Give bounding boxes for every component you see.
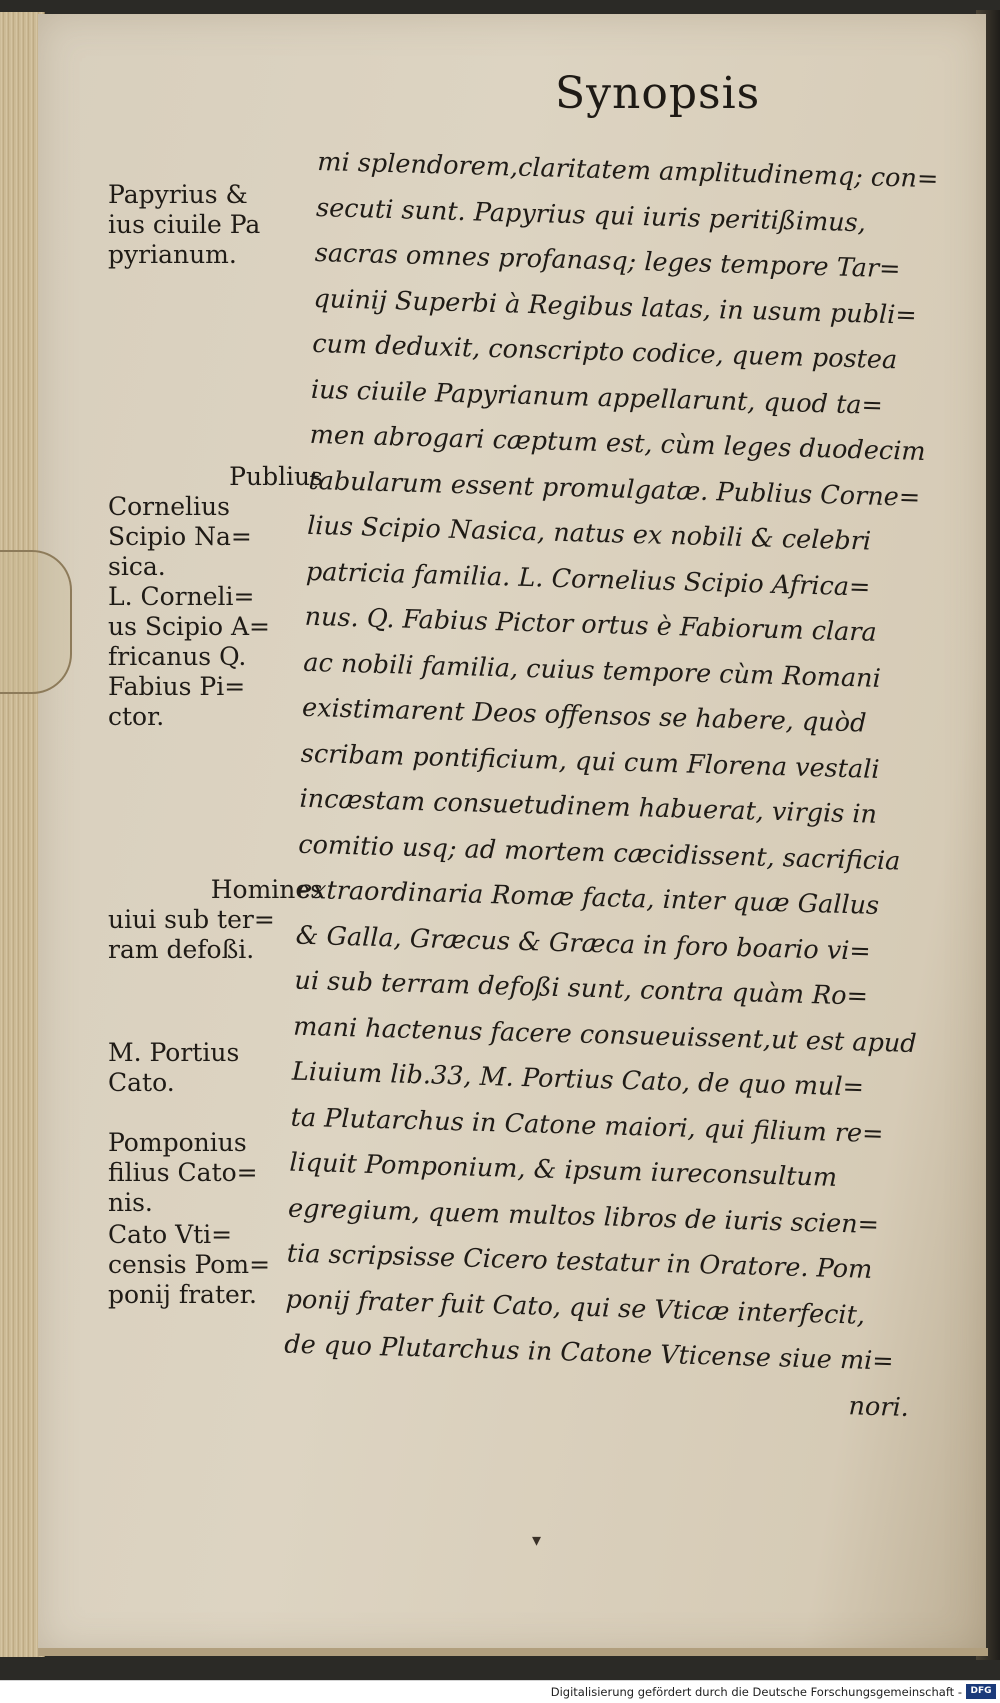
margin-note-line: Publius [229, 462, 323, 491]
margin-note-line: uiui sub ter= [108, 905, 275, 934]
margin-note-line: Papyrius & [108, 180, 248, 209]
text-line: ius ciuile Papyrianum appellarunt, quod ta= [310, 374, 884, 421]
text-line: Liuium lib.33, M. Portius Cato, de quo mul= [291, 1056, 865, 1103]
margin-note-line: Fabius Pi= [108, 672, 246, 701]
text-line: comitio usq; ad mortem cæcidissent, sacrificia [297, 829, 901, 877]
text-line: patricia familia. L. Cornelius Scipio Africa= [305, 556, 871, 603]
digitization-footer [0, 1680, 1000, 1703]
margin-note-line: Homines [210, 875, 323, 904]
margin-note-cato [108, 1220, 323, 1310]
margin-note-line: Cato. [108, 1068, 175, 1097]
footer-credit: Digitalisierung gefördert durch die Deutsche Forschungsgemeinschaft - [550, 1685, 962, 1699]
running-header: Synopsis [555, 68, 761, 119]
margin-note-line: Scipio Na= [108, 522, 252, 551]
text-line: tabularum essent promulgatæ. Publius Corne= [308, 465, 921, 513]
margin-note-homines [108, 875, 323, 965]
margin-note-line: M. Portius [108, 1038, 240, 1067]
margin-note-line: Cato Vti= [108, 1220, 233, 1249]
margin-note-line: Pomponius [108, 1128, 247, 1157]
main-text-column [282, 140, 957, 1431]
margin-note-line: ius ciuile Pa [108, 210, 261, 239]
margin-note-publius [108, 462, 323, 732]
text-line: ponij frater fuit Cato, qui se Vticæ interfecit, [285, 1284, 866, 1331]
margin-note-portius [108, 1038, 323, 1098]
page-clip [0, 550, 72, 694]
margin-note-line: ponij frater. [108, 1280, 257, 1309]
margin-note-papyrius [108, 180, 323, 270]
text-line: scribam pontificium, qui cum Florena vestali [300, 738, 880, 785]
text-line: ta Plutarchus in Catone maiori, qui filium re= [290, 1102, 884, 1149]
margin-note-line: nis. [108, 1188, 153, 1217]
text-line: mani hactenus facere consueuissent,ut est apud [292, 1011, 918, 1059]
text-line: nus. Q. Fabius Pictor ortus è Fabiorum clara [304, 601, 878, 648]
text-line: existimarent Deos offensos se habere, quòd [301, 692, 867, 739]
text-line: ac nobili familia, cuius tempore cùm Romani [302, 647, 882, 694]
margin-note-line: L. Corneli= [108, 582, 255, 611]
text-line: lius Scipio Nasica, natus ex nobili & celebri [306, 510, 872, 557]
text-line: quinij Superbi à Regibus latas, in usum publi= [313, 283, 918, 331]
text-line: & Galla, Græcus & Græca in foro boario vi= [295, 920, 872, 967]
text-line: sacras omnes profanasq; leges tempore Tar= [314, 237, 901, 285]
dfg-logo: DFG [966, 1684, 996, 1699]
margin-note-line: us Scipio A= [108, 612, 270, 641]
text-line-final: nori. [848, 1390, 910, 1423]
margin-note-line: sica. [108, 552, 166, 581]
text-line: tia scripsisse Cicero testatur in Oratore. Pom [286, 1238, 873, 1285]
margin-note-pomponius [108, 1128, 323, 1218]
text-line: egregium, quem multos libros de iuris scien= [287, 1193, 880, 1240]
margin-note-line: filius Cato= [108, 1158, 258, 1187]
margin-note-line: Cornelius [108, 492, 230, 521]
text-line: men abrogari cæptum est, cùm leges duodecim [309, 419, 926, 468]
page-ornament: ▾ [532, 1530, 542, 1551]
text-line: de quo Plutarchus in Catone Vticense siue mi= [283, 1329, 895, 1377]
page-bottom-edge [38, 1648, 988, 1656]
text-line: extraordinaria Romæ facta, inter quæ Gallus [296, 874, 880, 921]
margin-note-line: ctor. [108, 702, 165, 731]
text-line: secuti sunt. Papyrius qui iuris peritißimus, [315, 192, 867, 238]
margin-note-line: censis Pom= [108, 1250, 271, 1279]
margin-note-line: pyrianum. [108, 240, 237, 269]
text-line: incæstam consuetudinem habuerat, virgis in [299, 783, 878, 830]
text-line: ui sub terram defoßi sunt, contra quàm Ro= [294, 965, 869, 1012]
text-line: liquit Pomponium, & ipsum iureconsultum [289, 1147, 838, 1193]
text-line: cum deduxit, conscripto codice, quem postea [311, 328, 898, 376]
margin-note-line: fricanus Q. [108, 642, 247, 671]
margin-note-line: ram defoßi. [108, 935, 255, 964]
text-line: mi splendorem,claritatem amplitudinemq; con= [316, 146, 939, 195]
